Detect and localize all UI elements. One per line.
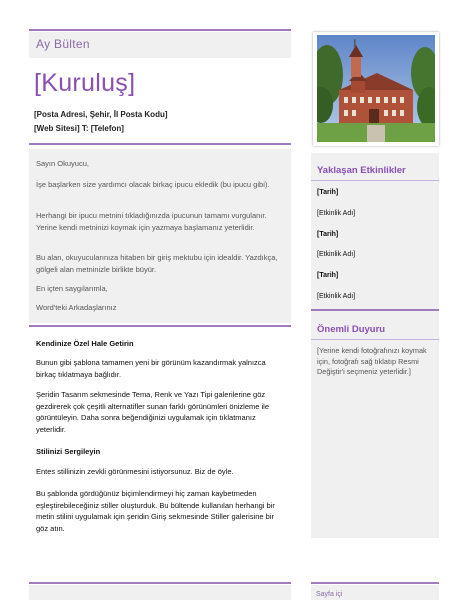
notice-title[interactable]: Önemli Duyuru <box>317 324 386 335</box>
events-divider <box>311 309 439 311</box>
top-rule-left <box>29 29 291 31</box>
header-divider <box>29 143 291 145</box>
letter-closing[interactable]: En içten saygılarımla, <box>36 284 108 293</box>
events-title[interactable]: Yaklaşan Etkinlikler <box>317 165 406 176</box>
letter-greeting[interactable]: Sayın Okuyucu, <box>36 159 89 168</box>
notice-text[interactable]: [Yerine kendi fotoğrafınızı koymak için, fotoğrafı sağ tıklatıp Resmi Değiştir'i seçmeniz yeterlidir.] <box>317 346 427 376</box>
article-paragraph-4[interactable]: Bu şablonda gördüğünüz biçimlendirmeyi hiç zaman kaybetmeden eşleştirebileceğiniz stiller oluşturduk. Bu bültende kullanılan herhangi bir metin stilini uygulamak için şeridin Giriş sekmesinde Stiller galerisine bir göz atın. <box>36 489 275 533</box>
letter-paragraph-2[interactable]: Herhangi bir ipucu metnini tıkladığınızda ipucunun tamamı vurgulanır. Yerine kendi metninizi koymak için yazmaya başlamanız yeterlidir. <box>36 211 267 232</box>
letter-signature[interactable]: Word'teki Arkadaşlarınız <box>36 303 117 312</box>
event-name[interactable]: [Etkinlik Adı] <box>317 251 356 258</box>
article-heading-2[interactable]: Stilinizi Sergileyin <box>36 447 101 456</box>
article-paragraph-3[interactable]: Entes stillinizin zevkli görünmesini istiyorsunuz. Biz de öyle. <box>36 467 234 476</box>
events-title-rule <box>311 180 439 181</box>
event-date[interactable]: [Tarih] <box>317 272 339 279</box>
organization-name[interactable]: [Kuruluş] <box>34 69 136 97</box>
event-date[interactable]: [Tarih] <box>317 189 339 196</box>
contact-web-phone[interactable]: [Web Sitesi] T: [Telefon] <box>34 124 124 133</box>
newsletter-label[interactable]: Ay Bülten <box>36 37 90 51</box>
letter-paragraph-3[interactable]: Bu alan, okuyucularınıza hitaben bir giriş mektubu için idealdir. Yazdıkça, gölgeli alan metninizle birlikte büyür. <box>36 253 278 274</box>
event-name[interactable]: [Etkinlik Adı] <box>317 210 356 217</box>
letter-divider <box>29 325 291 327</box>
article-paragraph-1[interactable]: Bunun gibi şablona tamamen yeni bir görünüm kazandırmak yalnızca birkaç tıklatmaya bağlıdır. <box>36 358 266 379</box>
article-paragraph-2[interactable]: Şeridin Tasarım sekmesinde Tema, Renk ve Yazı Tipi galerilerine göz gezdirerek çok çeşitli alternatifler sunan farklı görünümleri önizleme ile görüntüleyin. Daha sonra beğendiğinizi uygulamak için tıklatmanız yeterlidir. <box>36 390 270 434</box>
footer-right-label[interactable]: Sayfa içi <box>316 591 343 598</box>
notice-title-rule <box>311 339 439 340</box>
letter-paragraph-1[interactable]: İşe başlarken size yardımcı olacak birkaç ipucu ekledik (bu ipucu gibi). <box>36 180 270 189</box>
school-building-photo[interactable] <box>317 35 435 142</box>
letter-box <box>29 149 291 323</box>
event-name[interactable]: [Etkinlik Adı] <box>317 293 356 300</box>
article-heading-1[interactable]: Kendinize Özel Hale Getirin <box>36 339 134 348</box>
contact-address[interactable]: [Posta Adresi, Şehir, İl Posta Kodu] <box>34 110 168 119</box>
footer-rule-right <box>311 582 439 584</box>
footer-rule-left <box>29 582 291 584</box>
footer-box-left <box>29 585 291 600</box>
event-date[interactable]: [Tarih] <box>317 231 339 238</box>
